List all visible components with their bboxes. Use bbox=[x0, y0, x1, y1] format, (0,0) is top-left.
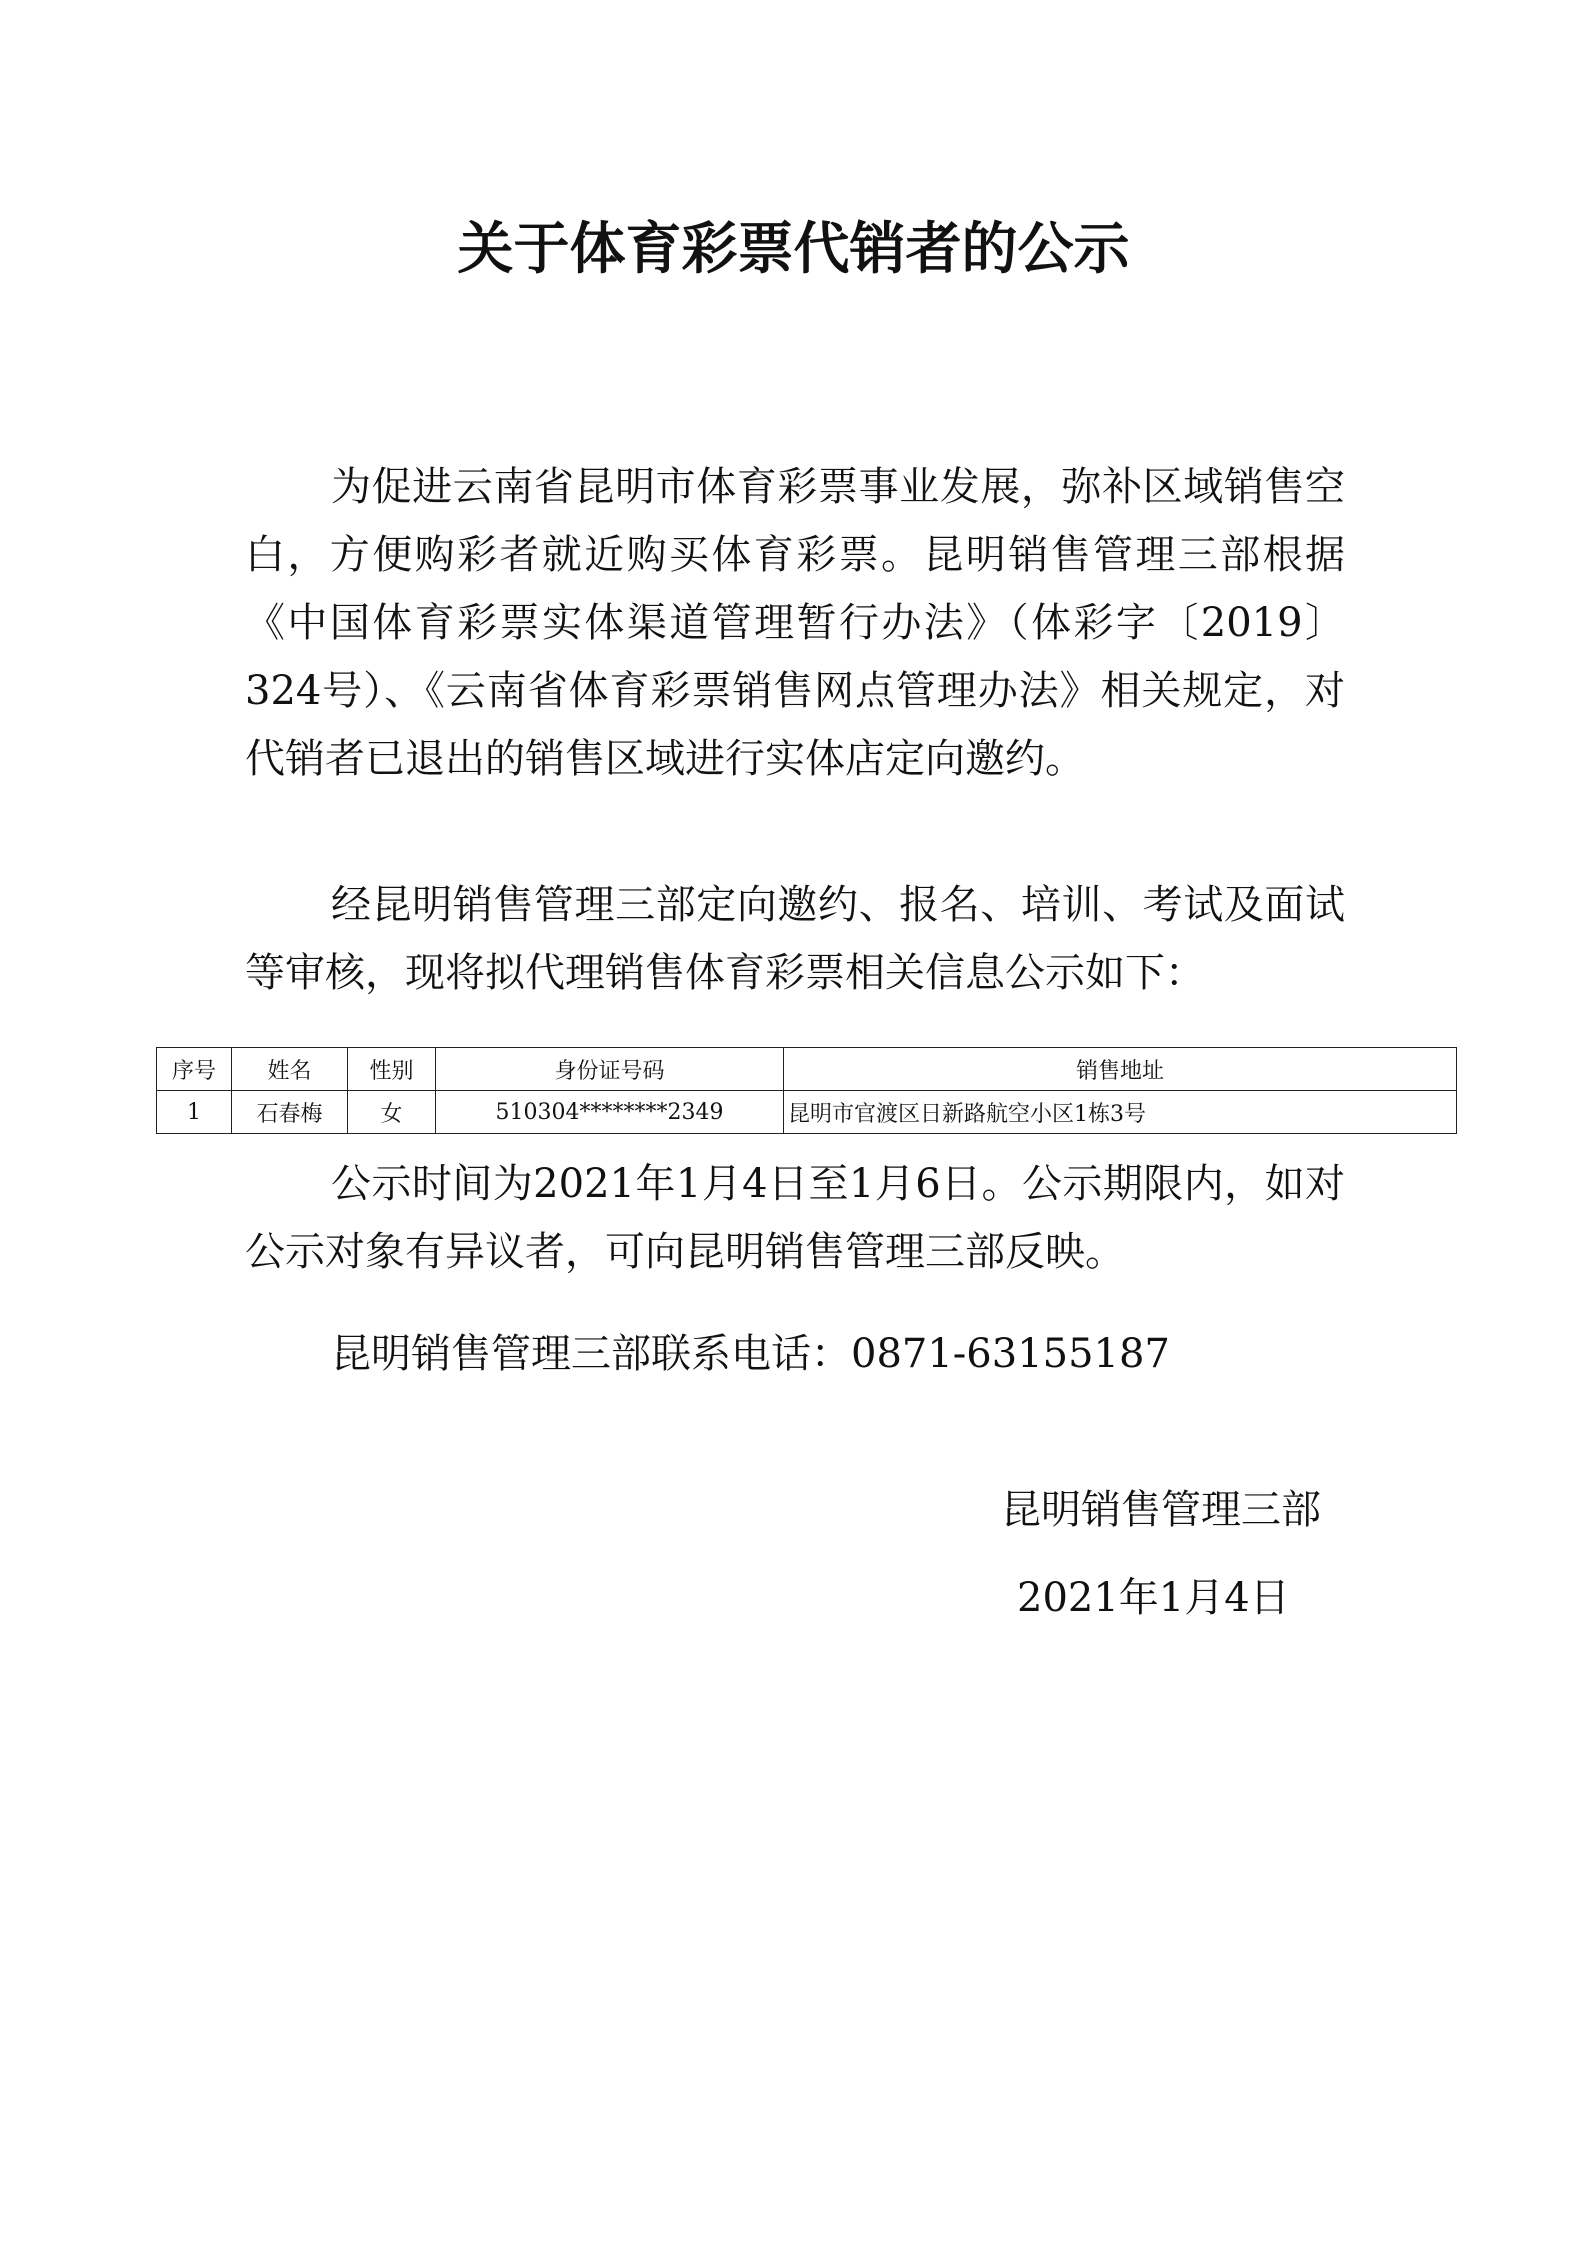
cell-name: 石春梅 bbox=[232, 1091, 348, 1134]
cell-serial: 1 bbox=[157, 1091, 232, 1134]
period-paragraph: 公示时间为2021年1月4日至1月6日。公示期限内，如对公示对象有异议者，可向昆明销售管理三部反映。 bbox=[245, 1161, 1345, 1275]
review-paragraph: 经昆明销售管理三部定向邀约、报名、培训、考试及面试等审核，现将拟代理销售体育彩票相关信息公示如下： bbox=[245, 882, 1345, 996]
cell-gender: 女 bbox=[348, 1091, 436, 1134]
page-title: 关于体育彩票代销者的公示 bbox=[457, 217, 1130, 282]
signature-date: 2021年1月4日 bbox=[1017, 1575, 1290, 1621]
cell-sales-address: 昆明市官渡区日新路航空小区1栋3号 bbox=[784, 1091, 1457, 1134]
signature-department: 昆明销售管理三部 bbox=[1001, 1487, 1321, 1533]
cell-id-number: 510304********2349 bbox=[436, 1091, 784, 1134]
intro-paragraph: 为促进云南省昆明市体育彩票事业发展，弥补区域销售空白，方便购彩者就近购买体育彩票。昆明销售管理三部根据《中国体育彩票实体渠道管理暂行办法》（体彩字〔2019〕324号）、《云南省体育彩票销售网点管理办法》相关规定，对代销者已退出的销售区域进行实体店定向邀约。 bbox=[245, 464, 1345, 782]
header-gender: 性别 bbox=[348, 1048, 436, 1091]
publicity-table bbox=[156, 1047, 1457, 1134]
table-row bbox=[157, 1091, 1457, 1134]
header-sales-address: 销售地址 bbox=[784, 1048, 1457, 1091]
header-id-number: 身份证号码 bbox=[436, 1048, 784, 1091]
table-header-row bbox=[157, 1048, 1457, 1091]
header-name: 姓名 bbox=[232, 1048, 348, 1091]
header-serial: 序号 bbox=[157, 1048, 232, 1091]
contact-paragraph: 昆明销售管理三部联系电话：0871-63155187 bbox=[331, 1331, 1170, 1377]
